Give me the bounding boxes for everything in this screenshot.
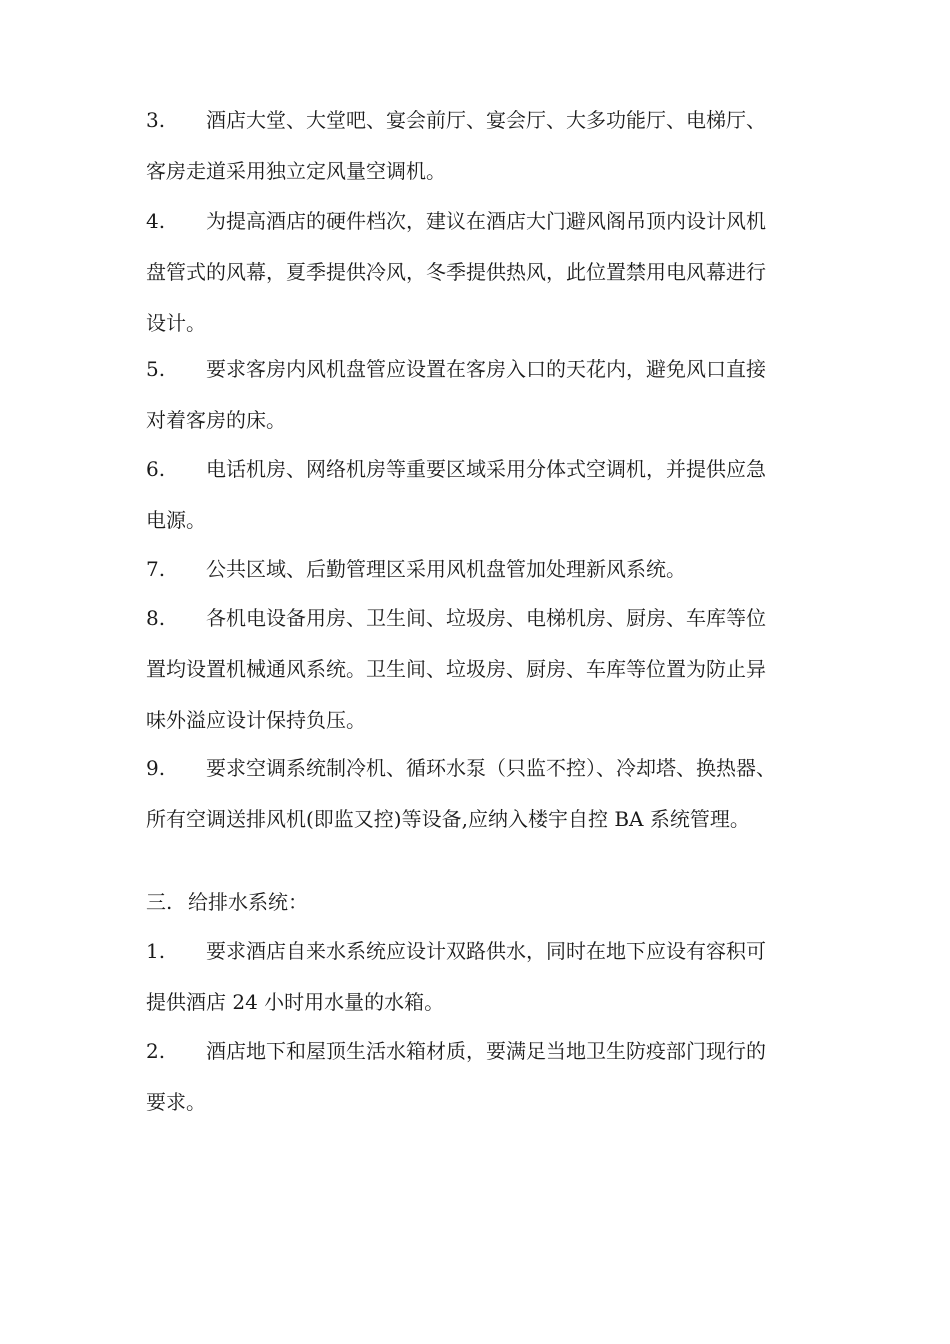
list-item-5	[146, 344, 836, 446]
list-item-4	[146, 196, 836, 349]
item-line: 提供酒店 24 小时用水量的水箱。	[146, 990, 445, 1014]
item-number: 3.	[146, 108, 166, 132]
list-item-7	[146, 544, 836, 595]
item-line	[146, 593, 836, 644]
item-line	[146, 926, 836, 977]
item-line: 味外溢应设计保持负压。	[146, 708, 366, 732]
section-number: 三.	[146, 890, 173, 914]
item-number: 5.	[146, 357, 166, 381]
item-line	[146, 743, 836, 794]
item-text: 各机电设备用房、卫生间、垃圾房、电梯机房、厨房、车库等位	[206, 606, 766, 630]
item-number: 1.	[146, 939, 166, 963]
list-item-6	[146, 444, 836, 546]
item-number: 2.	[146, 1039, 166, 1063]
item-line	[146, 444, 836, 495]
item-number: 7.	[146, 557, 166, 581]
item-text: 要求客房内风机盘管应设置在客房入口的天花内，避免风口直接	[206, 357, 766, 381]
item-number: 8.	[146, 606, 166, 630]
list-item-2	[146, 1026, 836, 1128]
item-text: 电话机房、网络机房等重要区域采用分体式空调机，并提供应急	[206, 457, 766, 481]
item-text: 酒店地下和屋顶生活水箱材质，要满足当地卫生防疫部门现行的	[206, 1039, 766, 1063]
item-line: 所有空调送排风机(即监又控)等设备,应纳入楼宇自控 BA 系统管理。	[146, 807, 750, 831]
list-item-1	[146, 926, 836, 1028]
item-line	[146, 544, 836, 595]
list-item-8	[146, 593, 836, 746]
item-text: 为提高酒店的硬件档次，建议在酒店大门避风阁吊顶内设计风机	[206, 209, 766, 233]
item-line	[146, 1026, 836, 1077]
item-number: 9.	[146, 756, 166, 780]
section-title: 给排水系统：	[188, 890, 308, 914]
item-line: 盘管式的风幕，夏季提供冷风，冬季提供热风，此位置禁用电风幕进行	[146, 260, 766, 284]
item-line: 客房走道采用独立定风量空调机。	[146, 159, 446, 183]
section-heading	[146, 877, 836, 928]
item-line: 置均设置机械通风系统。卫生间、垃圾房、厨房、车库等位置为防止异	[146, 657, 766, 681]
list-item-3	[146, 95, 836, 197]
item-line	[146, 95, 836, 146]
item-line	[146, 196, 836, 247]
item-line: 对着客房的床。	[146, 408, 286, 432]
item-text: 要求酒店自来水系统应设计双路供水，同时在地下应设有容积可	[206, 939, 766, 963]
item-number: 6.	[146, 457, 166, 481]
item-line	[146, 344, 836, 395]
item-line: 电源。	[146, 508, 206, 532]
list-item-9	[146, 743, 836, 845]
item-text: 酒店大堂、大堂吧、宴会前厅、宴会厅、大多功能厅、电梯厅、	[206, 108, 766, 132]
item-text: 公共区域、后勤管理区采用风机盘管加处理新风系统。	[206, 557, 686, 581]
item-line: 设计。	[146, 311, 206, 335]
item-text: 要求空调系统制冷机、循环水泵（只监不控）、冷却塔、换热器、	[206, 756, 776, 780]
item-line: 要求。	[146, 1090, 206, 1114]
item-number: 4.	[146, 209, 166, 233]
